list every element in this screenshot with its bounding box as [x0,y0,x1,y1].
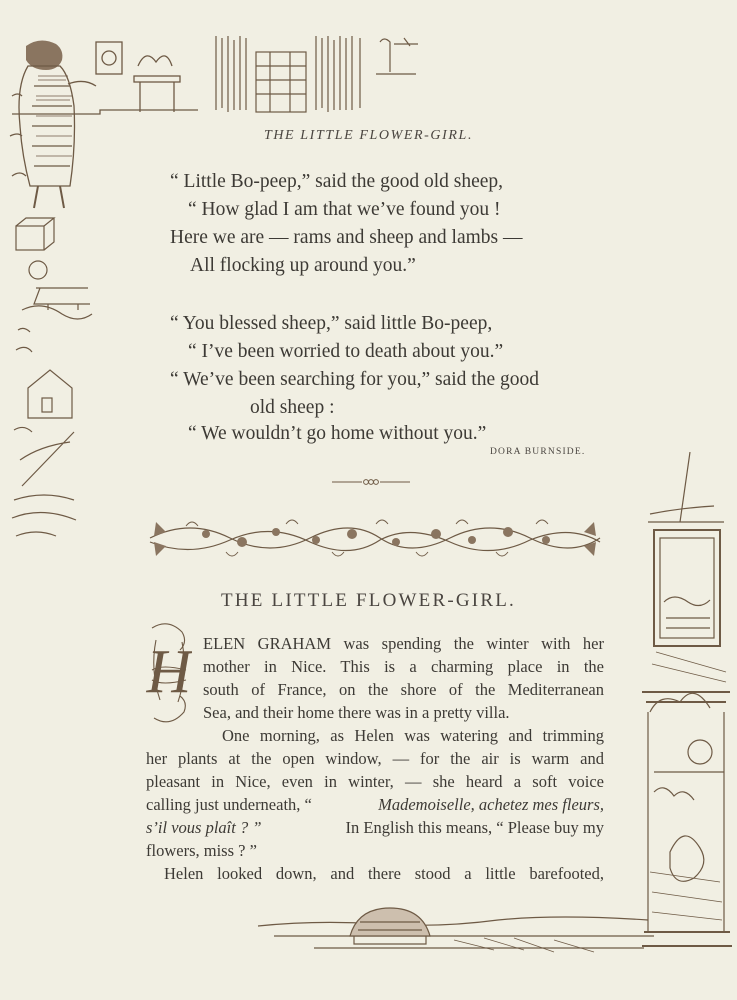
poem-line: “ How glad I am that we’ve found you ! [188,199,501,220]
bottom-illustration [254,896,654,960]
right-vignette [640,452,732,962]
top-window-illustration [210,32,370,116]
story-line: flowers, miss ? ” [146,841,257,860]
story-line: ELEN GRAHAM was spending the winter with her [203,634,604,653]
poem-line: Here we are — rams and sheep and lambs — [170,227,523,248]
drop-cap-ornament [146,620,192,730]
floral-garland [146,512,604,564]
story-line: mother in Nice. This is a charming place in the [203,657,604,676]
poem-line: “ Little Bo-peep,” said the good old sheep, [170,171,504,192]
story-line-italic: s’il vous plaît ? ” [146,818,262,837]
poem-line: “ We wouldn’t go home without you.” [188,423,487,444]
drop-cap: H [146,638,192,706]
story-line: pleasant in Nice, even in winter, — she heard a soft voice [146,772,604,791]
poem-line: “ We’ve been searching for you,” said the good [170,369,539,390]
running-head: THE LITTLE FLOWER-GIRL. [263,128,474,143]
poem-line: old sheep : [250,397,335,418]
story-line [146,794,604,816]
top-right-sketch [374,34,434,80]
poem-attribution: DORA BURNSIDE. [490,447,586,457]
story-line-italic: Mademoiselle, achetez mes fleurs, [378,795,604,814]
story-line: south of France, on the shore of the Mediterranean [203,680,604,699]
story-line-segment: calling just underneath, “ [146,795,312,814]
story-title: THE LITTLE FLOWER-GIRL. [221,590,516,611]
left-vignette [8,200,98,550]
ornament-rule [330,476,412,488]
story-line: Sea, and their home there was in a pretty villa. [203,703,510,722]
story-line-segment: In English this means, “ Please buy my [345,818,604,837]
story-line: Helen looked down, and there stood a little barefooted, [164,864,604,883]
story-line [146,817,604,839]
story-line: her plants at the open window, — for the air is warm and [146,749,604,768]
story-line: One morning, as Helen was watering and trimming [222,726,604,745]
poem-line: “ I’ve been worried to death about you.” [188,341,504,362]
poem-line: All flocking up around you.” [190,255,416,276]
poem-line: “ You blessed sheep,” said little Bo-peep, [170,313,493,334]
